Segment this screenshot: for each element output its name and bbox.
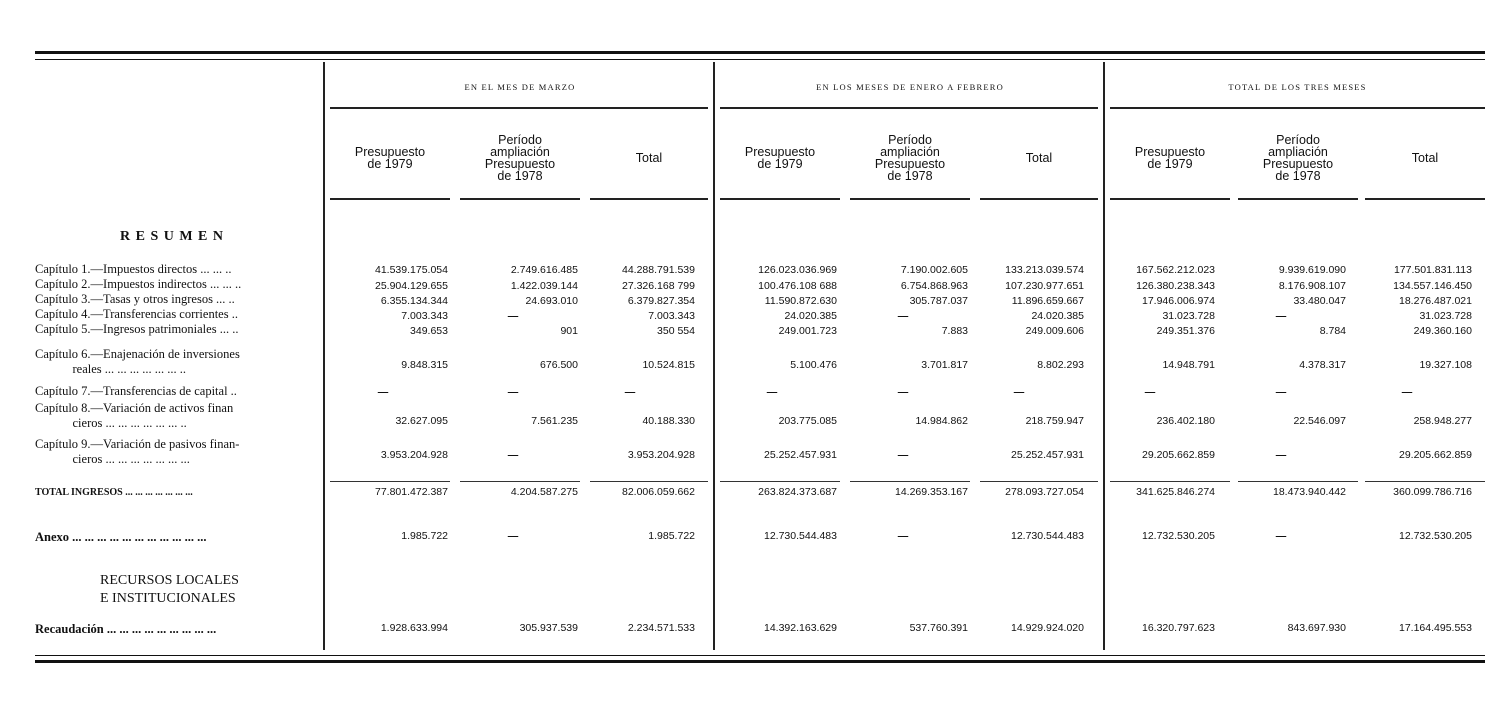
group-header-marzo: EN EL MES DE MARZO <box>464 82 576 92</box>
colhead-underline <box>980 198 1098 200</box>
row-label: TOTAL INGRESOS ... ... ... ... ... ... ... <box>35 487 193 498</box>
table-cell: 14.984.862 <box>915 415 968 427</box>
row-label: Capítulo 4.—Transferencias corrientes .. <box>35 307 238 321</box>
table-cell: 341.625.846.274 <box>1136 486 1215 498</box>
table-cell: 18.276.487.021 <box>1399 295 1472 307</box>
table-cell: 218.759.947 <box>1025 415 1084 427</box>
table-cell: 10.524.815 <box>642 359 695 371</box>
table-cell: — <box>1275 386 1287 398</box>
table-cell: 134.557.146.450 <box>1393 280 1472 292</box>
table-cell: 12.730.544.483 <box>1011 530 1084 542</box>
table-cell: 77.801.472.387 <box>375 486 448 498</box>
row-label: Capítulo 6.—Enajenación de inversiones reales ... ... ... ... ... ... .. <box>35 347 240 376</box>
group-header-tres-meses: TOTAL DE LOS TRES MESES <box>1228 82 1367 92</box>
table-cell: 27.326.168 799 <box>622 280 695 292</box>
table-cell: 263.824.373.687 <box>758 486 837 498</box>
total-rule <box>980 481 1098 482</box>
table-cell: 7.003.343 <box>401 310 448 322</box>
colhead-g2-presupuesto: Presupuesto de 1979 <box>744 145 816 171</box>
table-cell: — <box>1144 386 1156 398</box>
table-cell: 177.501.831.113 <box>1393 264 1472 276</box>
table-cell: 8.802.293 <box>1037 359 1084 371</box>
table-cell: — <box>897 386 909 398</box>
table-cell: 360.099.786.716 <box>1393 486 1472 498</box>
table-cell: — <box>624 386 636 398</box>
table-cell: 14.948.791 <box>1162 359 1215 371</box>
table-cell: 249.360.160 <box>1413 325 1472 337</box>
table-cell: — <box>1275 449 1287 461</box>
table-cell: 4.378.317 <box>1299 359 1346 371</box>
table-cell: 25.904.129.655 <box>375 280 448 292</box>
table-cell: 7.883 <box>941 325 968 337</box>
table-cell: 16.320.797.623 <box>1142 622 1215 634</box>
group-underline-2 <box>720 107 1098 109</box>
colhead-underline <box>1110 198 1230 200</box>
table-cell: 843.697.930 <box>1287 622 1346 634</box>
separator-group-2 <box>1103 62 1105 650</box>
table-cell: — <box>377 386 389 398</box>
table-cell: — <box>507 386 519 398</box>
table-cell: 19.327.108 <box>1419 359 1472 371</box>
top-rule-thick <box>35 51 1485 54</box>
table-cell: 4.204.587.275 <box>510 486 578 498</box>
table-cell: 1.985.722 <box>401 530 448 542</box>
table-cell: 7.003.343 <box>648 310 695 322</box>
group-header-enero-febrero: EN LOS MESES DE ENERO A FEBRERO <box>816 82 1004 92</box>
table-cell: 305.787.037 <box>909 295 968 307</box>
colhead-g1-total: Total <box>635 151 663 165</box>
table-cell: 9.939.619.090 <box>1278 264 1346 276</box>
table-cell: 11.896.659.667 <box>1011 295 1084 307</box>
table-cell: — <box>507 310 519 322</box>
table-cell: 305.937.539 <box>519 622 578 634</box>
total-rule <box>1238 481 1358 482</box>
separator-group-1 <box>713 62 715 650</box>
table-cell: 349.653 <box>410 325 448 337</box>
total-rule <box>460 481 580 482</box>
bottom-rule-thin <box>35 655 1485 656</box>
row-label: Capítulo 5.—Ingresos patrimoniales ... .. <box>35 322 239 336</box>
table-cell: 278.093.727.054 <box>1005 486 1084 498</box>
total-rule <box>1365 481 1485 482</box>
table-cell: 33.480.047 <box>1293 295 1346 307</box>
table-cell: 9.848.315 <box>401 359 448 371</box>
colhead-underline <box>460 198 580 200</box>
table-cell: 100.476.108 688 <box>758 280 837 292</box>
table-cell: 8.176.908.107 <box>1278 280 1346 292</box>
table-cell: — <box>1013 386 1025 398</box>
table-cell: 82.006.059.662 <box>622 486 695 498</box>
table-cell: 44.288.791.539 <box>622 264 695 276</box>
table-cell: 12.732.530.205 <box>1399 530 1472 542</box>
total-rule <box>330 481 450 482</box>
row-label: Capítulo 3.—Tasas y otros ingresos ... .. <box>35 292 235 306</box>
table-cell: 25.252.457.931 <box>1011 449 1084 461</box>
colhead-g1-presupuesto: Presupuesto de 1979 <box>354 145 426 171</box>
table-cell: 203.775.085 <box>778 415 837 427</box>
row-label: Capítulo 8.—Variación de activos finan cieros ... ... ... ... ... ... .. <box>35 401 234 430</box>
table-cell: 133.213.039.574 <box>1005 264 1084 276</box>
total-rule <box>590 481 708 482</box>
row-label: Capítulo 9.—Variación de pasivos finan- cieros ... ... ... ... ... ... ... <box>35 437 240 466</box>
table-cell: 2.749.616.485 <box>510 264 578 276</box>
table-cell: — <box>897 449 909 461</box>
table-cell: 24.693.010 <box>525 295 578 307</box>
table-cell: 14.269.353.167 <box>895 486 968 498</box>
table-cell: 22.546.097 <box>1293 415 1346 427</box>
table-cell: — <box>897 530 909 542</box>
colhead-underline <box>1238 198 1358 200</box>
table-cell: — <box>766 386 778 398</box>
table-cell: 5.100.476 <box>790 359 837 371</box>
table-cell: 236.402.180 <box>1156 415 1215 427</box>
table-cell: 14.392.163.629 <box>764 622 837 634</box>
table-cell: 107.230.977.651 <box>1005 280 1084 292</box>
top-rule-thin <box>35 59 1485 60</box>
table-cell: 537.760.391 <box>909 622 968 634</box>
table-cell: 40.188.330 <box>642 415 695 427</box>
table-cell: 7.190.002.605 <box>900 264 968 276</box>
table-cell: 3.953.204.928 <box>627 449 695 461</box>
colhead-g3-presupuesto: Presupuesto de 1979 <box>1134 145 1206 171</box>
colhead-g1-periodo: Período ampliación Presupuesto de 1978 <box>484 133 556 183</box>
row-label: Capítulo 1.—Impuestos directos ... ... .. <box>35 262 232 276</box>
table-cell: 1.985.722 <box>648 530 695 542</box>
table-cell: 17.946.006.974 <box>1142 295 1215 307</box>
table-cell: 24.020.385 <box>784 310 837 322</box>
table-cell: 126.023.036.969 <box>758 264 837 276</box>
table-cell: 31.023.728 <box>1162 310 1215 322</box>
table-cell: — <box>897 310 909 322</box>
table-cell: 258.948.277 <box>1413 415 1472 427</box>
table-cell: 24.020.385 <box>1031 310 1084 322</box>
group-underline-3 <box>1110 107 1485 109</box>
table-cell: — <box>1401 386 1413 398</box>
table-cell: 249.001.723 <box>778 325 837 337</box>
table-cell: 8.784 <box>1319 325 1346 337</box>
table-cell: — <box>507 530 519 542</box>
table-cell: 18.473.940.442 <box>1273 486 1346 498</box>
table-cell: 6.355.134.344 <box>380 295 448 307</box>
colhead-underline <box>590 198 708 200</box>
section-title-resumen: R E S U M E N <box>120 229 225 244</box>
colhead-underline <box>1365 198 1485 200</box>
total-rule <box>850 481 970 482</box>
colhead-g2-periodo: Período ampliación Presupuesto de 1978 <box>874 133 946 183</box>
table-cell: 31.023.728 <box>1419 310 1472 322</box>
row-label: Capítulo 2.—Impuestos indirectos ... ... .. <box>35 277 242 291</box>
table-cell: 32.627.095 <box>395 415 448 427</box>
table-cell: 41.539.175.054 <box>375 264 448 276</box>
table-cell: 249.009.606 <box>1025 325 1084 337</box>
row-label: Recaudación ... ... ... ... ... ... ... ... ... <box>35 622 217 636</box>
colhead-g2-total: Total <box>1025 151 1053 165</box>
table-cell: 17.164.495.553 <box>1399 622 1472 634</box>
section-title-recursos: RECURSOS LOCALES E INSTITUCIONALES <box>100 573 239 606</box>
table-cell: 3.953.204.928 <box>380 449 448 461</box>
colhead-underline <box>330 198 450 200</box>
total-rule <box>1110 481 1230 482</box>
table-cell: 2.234.571.533 <box>627 622 695 634</box>
table-cell: 12.730.544.483 <box>764 530 837 542</box>
total-rule <box>720 481 840 482</box>
row-label: Anexo ... ... ... ... ... ... ... ... ... ... ... <box>35 530 207 544</box>
table-cell: 25.252.457.931 <box>764 449 837 461</box>
table-cell: — <box>1275 310 1287 322</box>
table-cell: — <box>1275 530 1287 542</box>
colhead-underline <box>720 198 840 200</box>
table-cell: 7.561.235 <box>531 415 578 427</box>
colhead-underline <box>850 198 970 200</box>
table-cell: 1.422.039.144 <box>510 280 578 292</box>
colhead-g3-total: Total <box>1411 151 1439 165</box>
bottom-rule-thick <box>35 660 1485 663</box>
table-cell: — <box>507 449 519 461</box>
table-cell: 3.701.817 <box>921 359 968 371</box>
table-cell: 126.380.238.343 <box>1136 280 1215 292</box>
table-cell: 6.379.827.354 <box>627 295 695 307</box>
table-cell: 29.205.662.859 <box>1399 449 1472 461</box>
table-cell: 14.929.924.020 <box>1011 622 1084 634</box>
row-label: Capítulo 7.—Transferencias de capital .. <box>35 384 237 398</box>
separator-labels <box>323 62 325 650</box>
group-underline-1 <box>330 107 708 109</box>
table-cell: 249.351.376 <box>1156 325 1215 337</box>
table-cell: 1.928.633.994 <box>380 622 448 634</box>
table-cell: 901 <box>560 325 578 337</box>
table-cell: 676.500 <box>540 359 578 371</box>
table-cell: 6.754.868.963 <box>900 280 968 292</box>
colhead-g3-periodo: Período ampliación Presupuesto de 1978 <box>1262 133 1334 183</box>
table-cell: 11.590.872.630 <box>764 295 837 307</box>
table-cell: 12.732.530.205 <box>1142 530 1215 542</box>
table-cell: 167.562.212.023 <box>1136 264 1215 276</box>
table-cell: 29.205.662.859 <box>1142 449 1215 461</box>
table-cell: 350 554 <box>657 325 695 337</box>
